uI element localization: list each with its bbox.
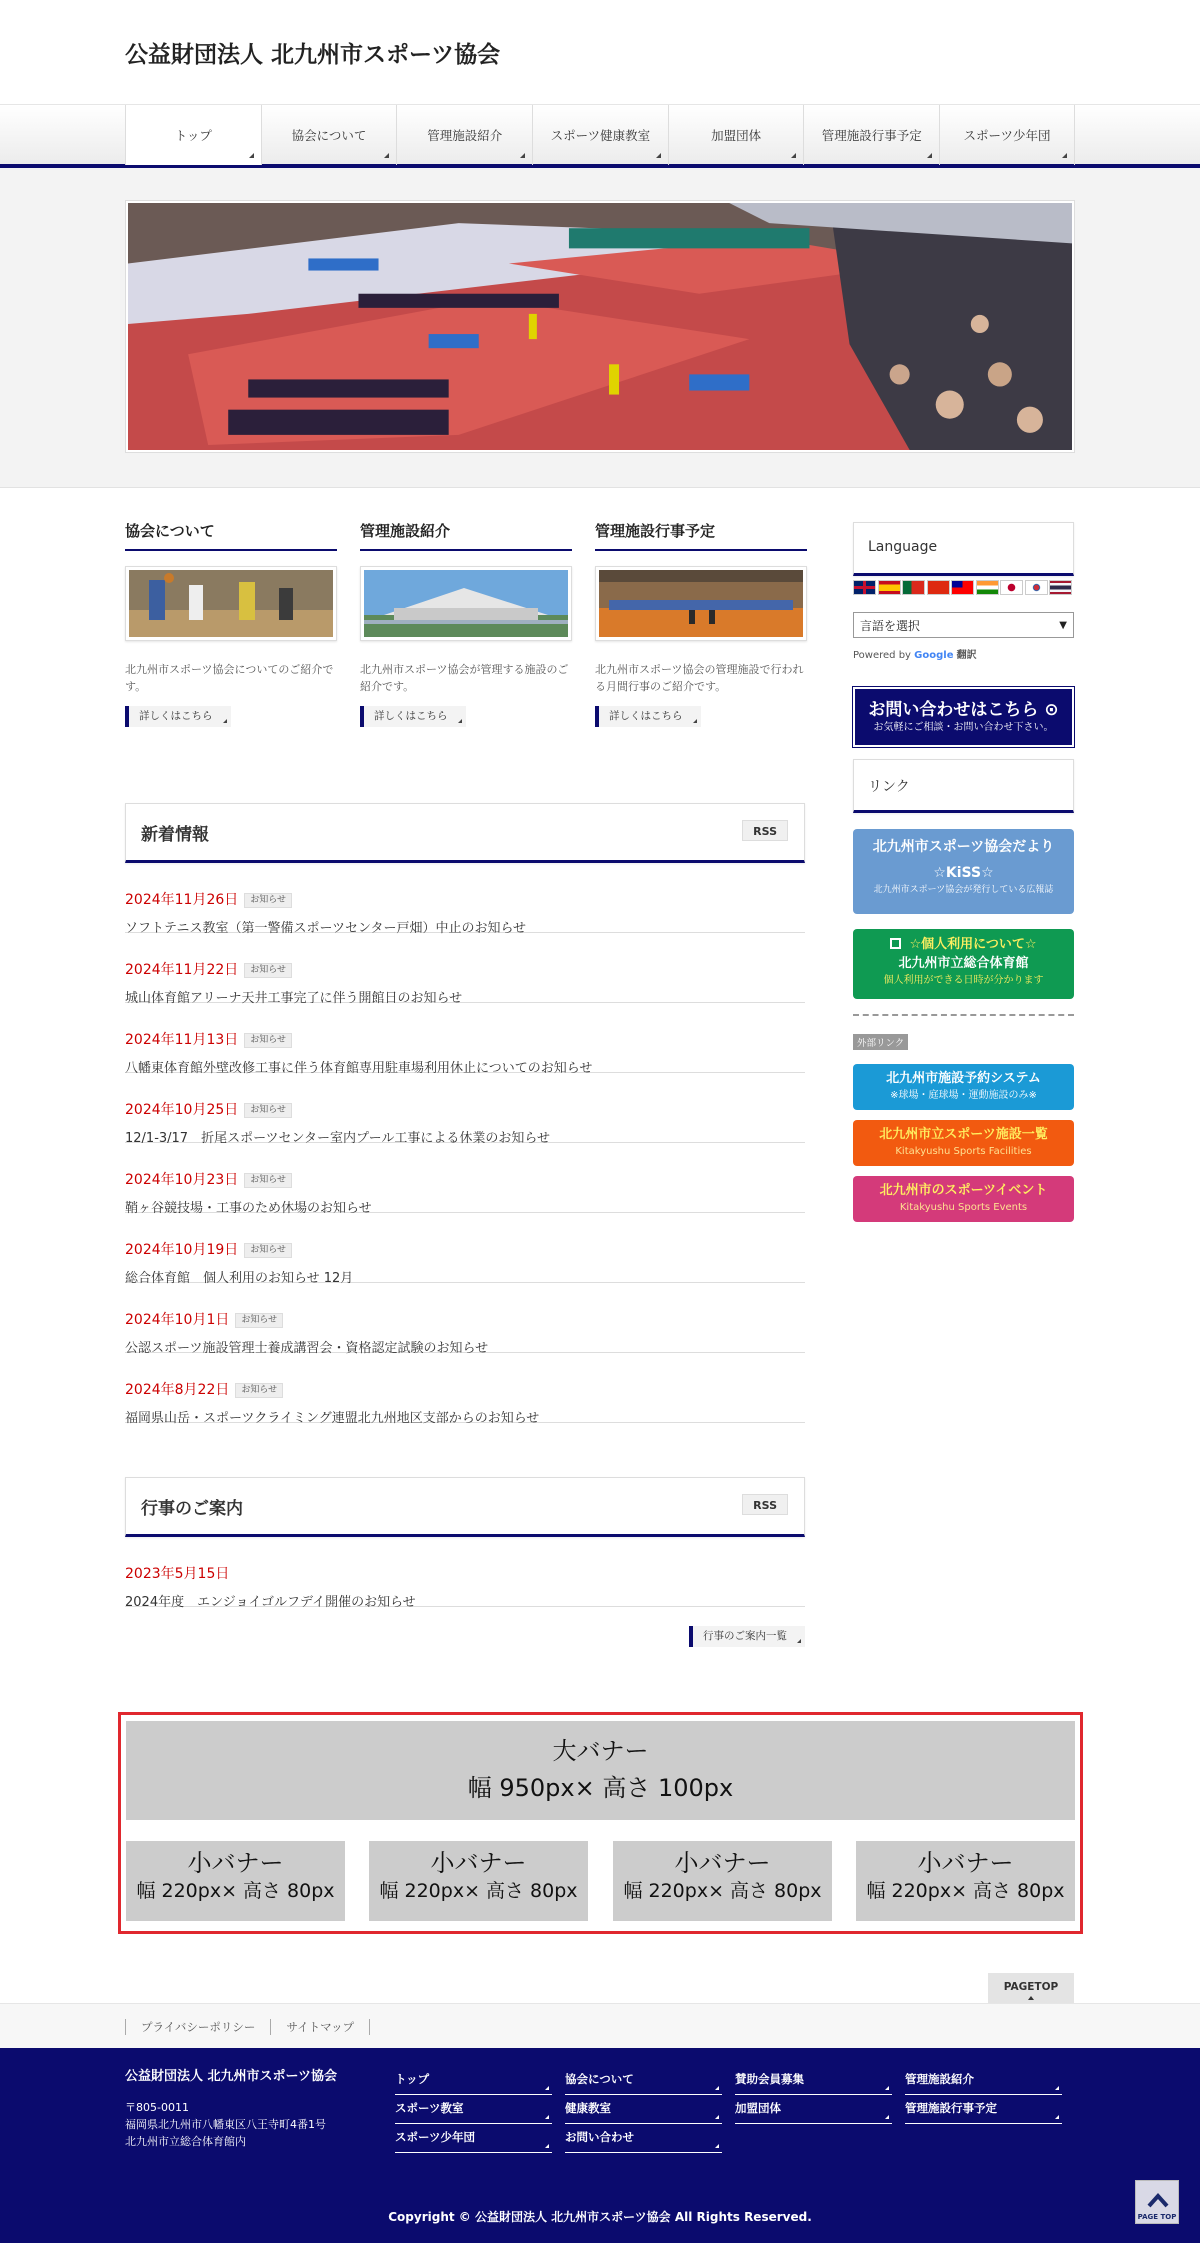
news-category-badge: お知らせ [244,1103,292,1118]
site-title[interactable]: 公益財団法人 北九州市スポーツ協会 [125,42,501,68]
external-window-icon [890,938,901,949]
arrow-circle-icon: ⊙ [1044,700,1059,720]
small-banner[interactable] [126,1841,345,1921]
small-banner[interactable] [856,1841,1075,1921]
footer-link[interactable]: 協会について [565,2066,722,2095]
event-photo [599,570,803,637]
footer-building: 北九州市立総合体育館内 [125,2135,246,2148]
flag-spain-icon[interactable] [878,580,901,595]
more-button[interactable]: 詳しくはこちら [360,706,466,727]
footer-link[interactable]: 加盟団体 [735,2095,892,2124]
more-button[interactable]: 詳しくはこちら [125,706,231,727]
news-date: 2024年8月22日 [125,1382,230,1398]
events-rss-button[interactable]: RSS [742,1494,788,1515]
news-category-badge: お知らせ [235,1313,283,1328]
footer-link[interactable]: スポーツ少年団 [395,2124,552,2153]
feature-image[interactable] [360,566,572,641]
small-banner-size: 幅 220px× 高さ 80px [866,1880,1065,1902]
hero-image [125,200,1075,453]
gym-individual-use-banner[interactable] [853,929,1074,999]
footer-link[interactable]: トップ [395,2066,552,2095]
news-title[interactable]: 公認スポーツ施設管理士養成講習会・資格認定試験のお知らせ [125,1341,489,1356]
nav-item-facilities[interactable]: 管理施設紹介 [396,105,532,165]
news-category-badge: お知らせ [244,893,292,908]
news-item[interactable] [125,1283,805,1356]
small-banner-size: 幅 220px× 高さ 80px [379,1880,578,1902]
footer [0,2048,1200,2243]
footer-address: 福岡県北九州市八幡東区八王寺町4番1号 [125,2118,326,2131]
banner-area [118,1712,1083,1934]
footer-org-name: 公益財団法人 北九州市スポーツ協会 [125,2069,338,2084]
translate-link[interactable]: 翻訳 [956,650,977,661]
kiss-banner-name: ☆KiSS☆ [933,865,994,881]
google-logo: Google [914,650,954,661]
feature-facilities [360,520,572,727]
page-top-label: PAGE TOP [1137,2213,1177,2221]
news-title[interactable]: 城山体育館アリーナ天井工事完了に伴う開館日のお知らせ [125,991,463,1006]
small-banner-size: 幅 220px× 高さ 80px [623,1880,822,1902]
external-banner-sub: ※球場・庭球場・運動施設のみ※ [890,1090,1037,1101]
footer-link[interactable]: スポーツ教室 [395,2095,552,2124]
events-heading-title: 行事のご案内 [141,1498,243,1519]
nav-item-members[interactable]: 加盟団体 [668,105,804,165]
powered-by-label: Powered by [853,650,911,661]
contact-button-label: お問い合わせはこちら [868,700,1039,720]
kiss-newsletter-banner[interactable] [853,829,1074,914]
news-item[interactable] [125,1003,805,1076]
news-date: 2024年11月22日 [125,962,239,978]
news-category-badge: お知らせ [244,1033,292,1048]
feature-description: 北九州市スポーツ協会が管理する施設のご紹介です。 [360,663,569,693]
basketball-photo [129,570,333,637]
footer-link[interactable]: 賛助会員募集 [735,2066,892,2095]
small-banner-size: 幅 220px× 高さ 80px [136,1880,335,1902]
nav-item-youth[interactable]: スポーツ少年団 [939,105,1075,165]
external-links-label: 外部リンク [853,1034,908,1050]
divider [853,1014,1074,1016]
language-select-value: 言語を選択 [860,618,921,633]
feature-description: 北九州市スポーツ協会についてのご紹介です。 [125,663,334,693]
contact-button[interactable] [853,687,1074,747]
footer-column [565,2066,722,2153]
table-tennis-arena-photo [128,203,1072,450]
feature-title[interactable]: 協会について [125,520,337,551]
reservation-system-banner[interactable] [853,1064,1074,1110]
flag-korea-icon[interactable] [1025,580,1048,595]
small-banner-label: 小バナー [430,1849,527,1877]
copyright: Copyright © 公益財団法人 北九州市スポーツ協会 All Rights Reserved. [388,2210,812,2224]
news-heading-title: 新着情報 [141,824,209,845]
news-title[interactable]: 総合体育館 個人利用のお知らせ 12月 [125,1271,354,1286]
feature-title[interactable]: 管理施設行事予定 [595,520,807,551]
event-item[interactable] [125,1537,805,1610]
news-title[interactable]: ソフトテニス教室（第一警備スポーツセンター戸畑）中止のお知らせ [125,921,527,936]
language-select[interactable] [853,612,1074,638]
events-heading [125,1477,805,1537]
feature-schedule [595,520,807,727]
small-banner-label: 小バナー [674,1849,771,1877]
news-date: 2024年10月23日 [125,1172,239,1188]
small-banner-label: 小バナー [917,1849,1014,1877]
sidebar [853,522,1074,1222]
news-item[interactable] [125,1353,805,1426]
feature-title[interactable]: 管理施設紹介 [360,520,572,551]
news-date: 2024年10月19日 [125,1242,239,1258]
small-banner[interactable] [613,1841,832,1921]
contact-button-sub: お気軽にご相談・お問い合わせ下さい。 [873,722,1054,733]
footer-link[interactable]: お問い合わせ [565,2124,722,2153]
news-list [125,863,805,1426]
news-title[interactable]: 12/1-3/17 折尾スポーツセンター室内プール工事による休業のお知らせ [125,1131,550,1146]
large-banner[interactable] [126,1721,1075,1820]
footer-column [395,2066,552,2153]
external-banner-sub: Kitakyushu Sports Facilities [895,1146,1032,1157]
news-date: 2024年11月13日 [125,1032,239,1048]
external-banner-title: 北九州市立スポーツ施設一覧 [879,1127,1048,1142]
subfooter [0,2003,1200,2048]
footer-link[interactable]: 管理施設行事予定 [905,2095,1062,2124]
more-button[interactable]: 詳しくはこちら [595,706,701,727]
feature-image[interactable] [125,566,337,641]
language-flags [853,576,1074,598]
news-category-badge: お知らせ [244,963,292,978]
small-banner[interactable] [369,1841,588,1921]
flag-india-icon[interactable] [976,580,999,595]
external-banner-title: 北九州市施設予約システム [886,1071,1041,1086]
main-content [125,520,805,1652]
footer-column [905,2066,1062,2124]
gym-banner-name: 北九州市立総合体育館 [898,956,1029,971]
external-banner-title: 北九州市のスポーツイベント [879,1183,1048,1198]
flag-china-icon[interactable] [927,580,950,595]
flag-japan-icon[interactable] [1000,580,1023,595]
language-box: Language [853,522,1074,576]
nav-item-top[interactable]: トップ [125,105,261,165]
sports-events-banner[interactable] [853,1176,1074,1222]
news-item[interactable] [125,1143,805,1216]
news-title[interactable]: 福岡県山岳・スポーツクライミング連盟北九州地区支部からのお知らせ [125,1411,540,1426]
feature-row [125,520,805,727]
sports-facilities-banner[interactable] [853,1120,1074,1166]
news-category-badge: お知らせ [244,1243,292,1258]
header [0,0,1200,104]
events-list-button[interactable]: 行事のご案内一覧 [689,1626,805,1647]
news-category-badge: お知らせ [244,1173,292,1188]
news-date: 2024年10月1日 [125,1312,230,1328]
gym-banner-desc: 個人利用ができる日時が分かります [883,975,1044,986]
footer-link[interactable]: 健康教室 [565,2095,722,2124]
chevron-down-icon: ▼ [1059,619,1067,631]
privacy-policy-link[interactable]: プライバシーポリシー [125,2019,271,2035]
kiss-banner-desc: 北九州市スポーツ協会が発行している広報誌 [873,885,1054,895]
large-banner-label: 大バナー [552,1737,649,1765]
news-heading [125,803,805,863]
flag-portugal-icon[interactable] [902,580,925,595]
news-title[interactable]: 鞘ヶ谷競技場・工事のため休場のお知らせ [125,1201,372,1216]
events-section [125,1477,805,1652]
news-section [125,803,805,1426]
news-rss-button[interactable]: RSS [742,820,788,841]
news-title[interactable]: 八幡東体育館外壁改修工事に伴う体育館専用駐車場利用休止についてのお知らせ [125,1061,593,1076]
news-item[interactable] [125,863,805,936]
nav-item-schedule[interactable]: 管理施設行事予定 [803,105,939,165]
event-title[interactable]: 2024年度 エンジョイゴルフデイ開催のお知らせ [125,1595,416,1610]
feature-image[interactable] [595,566,807,641]
page-top-button[interactable] [1135,2180,1179,2224]
pagetop-tab[interactable]: PAGETOP [988,1973,1074,2003]
feature-about [125,520,337,727]
kiss-banner-title: 北九州市スポーツ協会だより [872,839,1055,855]
news-category-badge: お知らせ [235,1383,283,1398]
footer-org [125,2066,345,2150]
news-date: 2024年11月26日 [125,892,239,908]
chevron-up-icon [1146,2189,1170,2213]
footer-link[interactable]: 管理施設紹介 [905,2066,1062,2095]
feature-description: 北九州市スポーツ協会の管理施設で行われる月間行事のご紹介です。 [595,663,804,693]
gymnasium-photo [364,570,568,637]
small-banner-label: 小バナー [187,1849,284,1877]
nav-item-about[interactable]: 協会について [261,105,397,165]
global-nav [0,104,1200,168]
large-banner-size: 幅 950px× 高さ 100px [467,1774,734,1802]
news-item[interactable] [125,933,805,1006]
sitemap-link[interactable]: サイトマップ [270,2019,370,2035]
external-banner-sub: Kitakyushu Sports Events [899,1202,1028,1213]
footer-column [735,2066,892,2124]
google-translate-credit [853,646,1074,661]
nav-item-classes[interactable]: スポーツ健康教室 [532,105,668,165]
news-date: 2024年10月25日 [125,1102,239,1118]
gym-banner-title: ☆個人利用について☆ [909,937,1037,952]
events-list [125,1537,805,1610]
flag-thailand-icon[interactable] [1049,580,1072,595]
flag-uk-icon[interactable] [853,580,876,595]
event-date: 2023年5月15日 [125,1566,230,1582]
footer-postal: 〒805-0011 [125,2101,189,2114]
flag-taiwan-icon[interactable] [951,580,974,595]
links-box: リンク [853,759,1074,813]
news-item[interactable] [125,1073,805,1146]
hero-band [0,168,1200,488]
news-item[interactable] [125,1213,805,1286]
